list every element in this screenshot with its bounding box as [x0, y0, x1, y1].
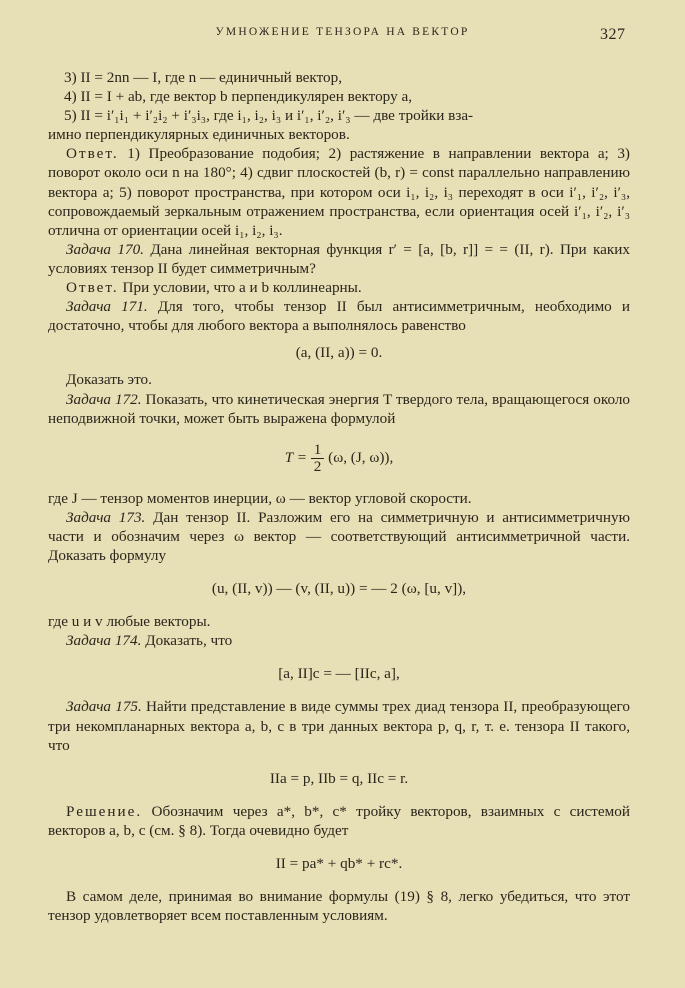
problem-paragraph	[48, 297, 630, 335]
problem-paragraph	[48, 240, 630, 278]
answer-label: Ответ.	[66, 145, 119, 163]
list-item: 3) II = 2nn — I, где n — единичный вектор,	[64, 69, 343, 86]
problem-paragraph	[48, 631, 630, 650]
problem-text: Найти представление в виде суммы трех диад тензора II, преобразующего три некомпланарных вектора a, b, c в три данных вектора p, q, r, т. е. тензора II такого, что	[48, 698, 631, 754]
solution-text: Обозначим через a*, b*, c* тройку векторов, взаимных с системой векторов a, b, c (см. § 8). Тогда очевидно будет	[48, 802, 630, 839]
list-item: 5) II = i′₁i₁ + i′₂i₂ + i′₃i₃, где i₁, i₂, i₃ и i′₁, i′₂, i′₃ — две тройки вза-	[64, 107, 474, 125]
list-item: 4) II = I + ab, где вектор b перпендикулярен вектору a,	[64, 88, 412, 106]
paragraph: где J — тензор моментов инерции, ω — вектор угловой скорости.	[48, 489, 472, 507]
problem-label: Задача 175.	[66, 698, 142, 716]
fraction-denominator: 2	[313, 457, 322, 475]
problem-text: Показать, что кинетическая энергия T твердого тела, вращающегося около неподвижной точки, может быть выражена формулой	[48, 390, 631, 427]
problem-label: Задача 172.	[66, 390, 142, 408]
paragraph: Доказать это.	[66, 371, 152, 389]
problem-label: Задача 174.	[66, 632, 142, 650]
answer-text: 1) Преобразование подобия; 2) растяжение в направлении вектора a; 3) поворот около оси n на 180°; 4) сдвиг плоскостей (b, r) = const параллельно направлению вектора a; 5) поворот пространства, при котором оси i₁, i₂, i₃ переходят в оси i′₁, i′₂, i′₃, сопровождаемый зеркальным отражением пространства, если ориентация осей i′₁, i′₂, i′₃ отлична от ориентации осей i₁, i₂, i₃.	[48, 145, 630, 239]
formula-rhs: (ω, (J, ω)),	[328, 448, 394, 466]
problem-label: Задача 173.	[66, 508, 146, 526]
problem-text: Для того, чтобы тензор II был антисимметричным, необходимо и достаточно, чтобы для любого вектора a выполнялось равенство	[48, 298, 630, 335]
solution-paragraph	[48, 802, 630, 840]
problem-text: Доказать, что	[141, 632, 233, 650]
problem-paragraph	[48, 508, 630, 565]
running-title: УМНОЖЕНИЕ ТЕНЗОРА НА ВЕКТОР	[215, 26, 470, 38]
formula: (u, (II, v)) — (v, (II, u)) = — 2 (ω, [u, v]),	[211, 580, 467, 598]
paragraph: где u и v любые векторы.	[48, 613, 211, 631]
problem-label: Задача 171.	[66, 298, 148, 316]
answer-paragraph	[48, 144, 630, 239]
paragraph: В самом деле, принимая во внимание формулы (19) § 8, легко убедиться, что этот тензор удовлетворяет всем поставленным условиям.	[48, 888, 630, 925]
answer-text: При условии, что a и b коллинеарны.	[118, 279, 362, 297]
problem-paragraph	[48, 390, 630, 428]
problem-paragraph	[48, 697, 630, 754]
problem-text: Дан тензор II. Разложим его на симметричную и антисимметричную части и обозначим через ω вектор — соответствующий антисимметричной части. Доказать формулу	[48, 508, 631, 564]
formula: [a, II]c = — [IIc, a],	[278, 665, 400, 683]
formula: (a, (II, a)) = 0.	[295, 344, 383, 362]
page-body	[48, 68, 630, 925]
solution-label: Решение.	[66, 802, 143, 820]
formula-lhs: T =	[284, 448, 307, 466]
page-number: 327	[600, 26, 626, 43]
formula: IIa = p, IIb = q, IIc = r.	[269, 769, 409, 787]
list-item-continuation: имно перпендикулярных единичных векторов.	[48, 126, 350, 144]
problem-label: Задача 170.	[66, 240, 144, 258]
fraction-numerator: 1	[311, 442, 325, 459]
answer-paragraph	[48, 278, 630, 297]
formula: II = pa* + qb* + rc*.	[275, 855, 403, 872]
formula	[48, 442, 630, 475]
answer-label: Ответ.	[66, 279, 119, 297]
problem-text: Дана линейная векторная функция r′ = [a, [b, r]] = = (II, r). При каких условиях тензор II будет симметричным?	[48, 240, 630, 277]
fraction	[311, 442, 325, 475]
